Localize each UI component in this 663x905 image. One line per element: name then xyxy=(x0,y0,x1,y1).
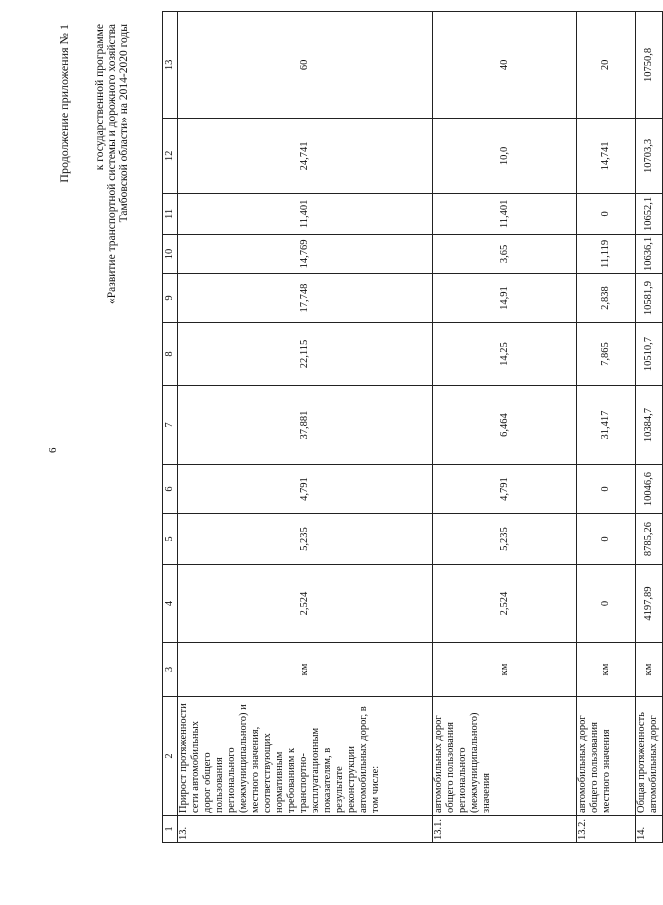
value-cell: 2,838 xyxy=(577,274,636,323)
value-cell: 31,417 xyxy=(577,386,636,465)
value-cell: 14,91 xyxy=(433,274,577,323)
value-cell: 5,235 xyxy=(178,514,433,565)
col-num-10: 10 xyxy=(163,234,178,273)
column-number-row xyxy=(163,11,178,842)
value-cell: 11,401 xyxy=(433,193,577,234)
value-cell: 10046,6 xyxy=(636,465,663,514)
value-cell: 5,235 xyxy=(433,514,577,565)
page-number: 6 xyxy=(47,447,59,453)
table-row xyxy=(577,11,636,842)
value-cell: 40 xyxy=(433,11,577,118)
indicators-table xyxy=(162,11,663,843)
header-line-2: к государственной программе xyxy=(94,24,106,171)
col-num-11: 11 xyxy=(163,193,178,234)
value-cell: 10652,1 xyxy=(636,193,663,234)
value-cell: 24,741 xyxy=(178,118,433,193)
unit-cell: км xyxy=(636,643,663,697)
value-cell: 10,0 xyxy=(433,118,577,193)
value-cell: 14,25 xyxy=(433,323,577,386)
col-num-5: 5 xyxy=(163,514,178,565)
col-num-3: 3 xyxy=(163,643,178,697)
value-cell: 10750,8 xyxy=(636,11,663,118)
header-line-4: Тамбовской области» на 2014-2020 годы xyxy=(118,24,130,223)
value-cell: 4,791 xyxy=(178,465,433,514)
row-number: 13. xyxy=(178,816,433,843)
col-num-13: 13 xyxy=(163,11,178,118)
value-cell: 2,524 xyxy=(178,565,433,643)
value-cell: 0 xyxy=(577,193,636,234)
row-number: 13.1. xyxy=(433,816,577,843)
col-num-8: 8 xyxy=(163,323,178,386)
indicator-name: автомобильных дорог общего пользования регионального (межмуниципального) значения xyxy=(433,697,577,816)
col-num-1: 1 xyxy=(163,816,178,843)
value-cell: 0 xyxy=(577,514,636,565)
value-cell: 0 xyxy=(577,565,636,643)
value-cell: 14,741 xyxy=(577,118,636,193)
document-header xyxy=(58,24,130,304)
col-num-9: 9 xyxy=(163,274,178,323)
continuation-title: Продолжение приложения № 1 xyxy=(57,24,71,183)
row-number: 13.2. xyxy=(577,816,636,843)
value-cell: 2,524 xyxy=(433,565,577,643)
value-cell: 10581,9 xyxy=(636,274,663,323)
value-cell: 17,748 xyxy=(178,274,433,323)
value-cell: 10636,1 xyxy=(636,234,663,273)
value-cell: 7,865 xyxy=(577,323,636,386)
indicator-name: автомобильных дорог общего пользования местного значения xyxy=(577,697,636,816)
table-row xyxy=(178,11,433,842)
value-cell: 20 xyxy=(577,11,636,118)
value-cell: 8785,26 xyxy=(636,514,663,565)
table-row xyxy=(636,11,663,842)
unit-cell: км xyxy=(577,643,636,697)
table-row xyxy=(433,11,577,842)
col-num-12: 12 xyxy=(163,118,178,193)
value-cell: 22,115 xyxy=(178,323,433,386)
unit-cell: км xyxy=(178,643,433,697)
indicator-name: Прирост протяженности сети автомобильных дорог общего пользования регионального (межмуниципального) и местного значения, соответствующих нормативным требованиям к транспортно-эксплуатационным показателям, в результате реконструкции автомобильных дорог, в том числе: xyxy=(178,697,433,816)
value-cell: 3,65 xyxy=(433,234,577,273)
value-cell: 11,401 xyxy=(178,193,433,234)
value-cell: 10384,7 xyxy=(636,386,663,465)
unit-cell: км xyxy=(433,643,577,697)
row-number: 14. xyxy=(636,816,663,843)
value-cell: 10510,7 xyxy=(636,323,663,386)
value-cell: 60 xyxy=(178,11,433,118)
col-num-6: 6 xyxy=(163,465,178,514)
value-cell: 37,881 xyxy=(178,386,433,465)
col-num-2: 2 xyxy=(163,697,178,816)
col-num-7: 7 xyxy=(163,386,178,465)
col-num-4: 4 xyxy=(163,565,178,643)
value-cell: 10703,3 xyxy=(636,118,663,193)
value-cell: 14,769 xyxy=(178,234,433,273)
value-cell: 11,119 xyxy=(577,234,636,273)
value-cell: 4,791 xyxy=(433,465,577,514)
header-line-3: «Развитие транспортной системы и дорожного хозяйства xyxy=(106,24,118,304)
value-cell: 6,464 xyxy=(433,386,577,465)
indicator-name: Общая протяженность автомобильных дорог xyxy=(636,697,663,816)
value-cell: 0 xyxy=(577,465,636,514)
value-cell: 4197,89 xyxy=(636,565,663,643)
